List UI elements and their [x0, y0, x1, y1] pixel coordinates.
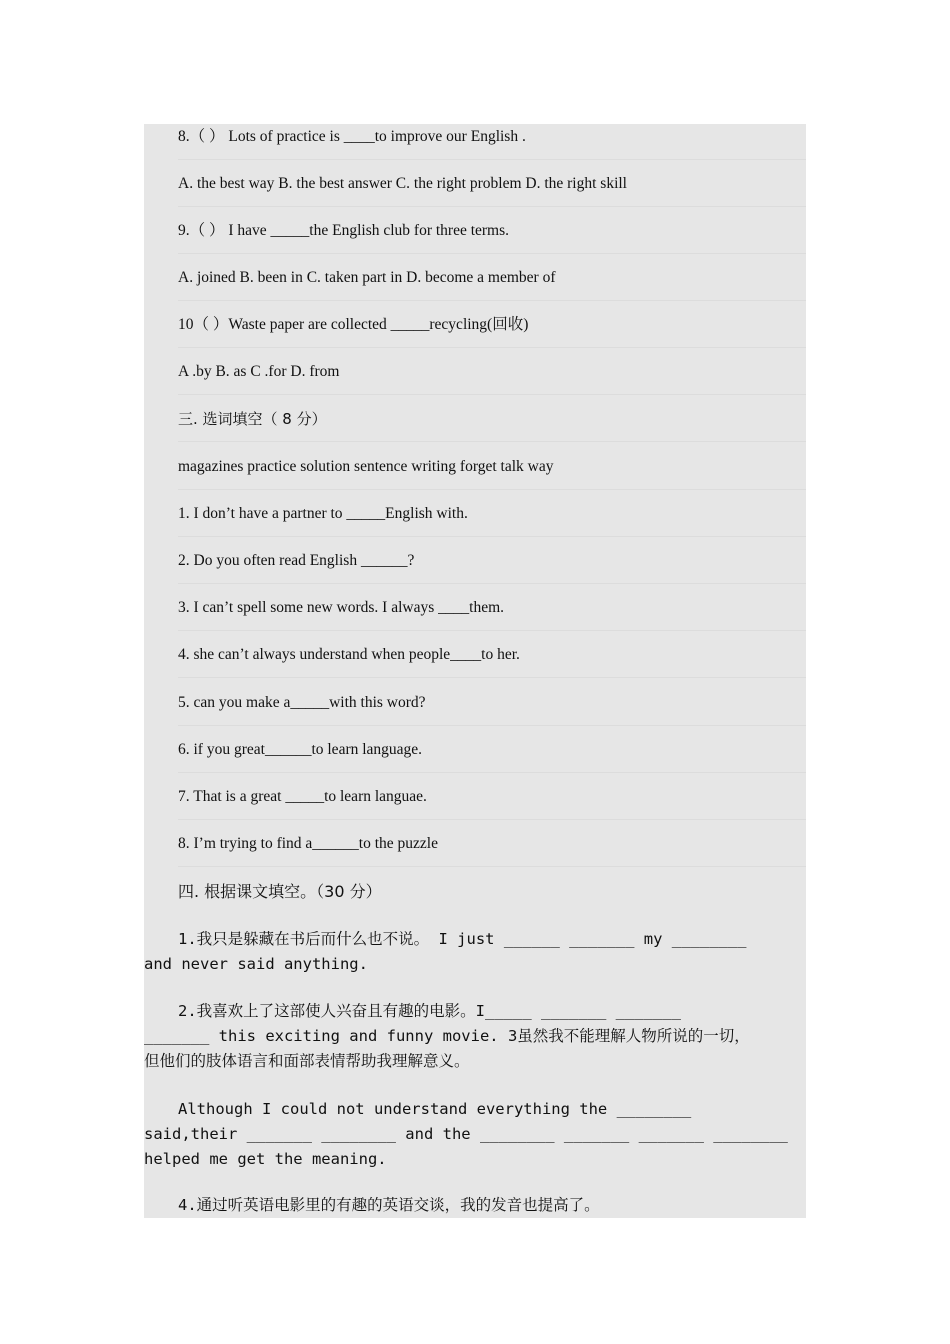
document-page	[144, 124, 806, 1218]
q3-line-3: helped me get the meaning.	[144, 1150, 387, 1168]
divider	[178, 583, 806, 584]
question-4-3	[144, 1097, 806, 1172]
divider	[178, 772, 806, 773]
divider	[178, 159, 806, 160]
q4-line-1: 4.通过听英语电影里的有趣的英语交谈，我的发音也提高了。	[178, 1196, 600, 1214]
fill-item-6: 6. if you great______to learn language.	[178, 741, 423, 758]
fill-item-1: 1. I don’t have a partner to _____English with.	[178, 505, 468, 522]
divider	[178, 347, 806, 348]
divider	[178, 253, 806, 254]
fill-item-5: 5. can you make a_____with this word?	[178, 694, 426, 711]
q1-line-2: and never said anything.	[144, 955, 368, 973]
divider	[178, 630, 806, 631]
divider	[178, 725, 806, 726]
fill-item-8: 8. I’m trying to find a______to the puzzle	[178, 835, 438, 852]
question-4-1	[144, 927, 806, 977]
word-bank: magazines practice solution sentence writing forget talk way	[178, 458, 554, 475]
question-8-stem: 8.（ ） Lots of practice is ____to improve our English .	[178, 128, 526, 145]
question-4-4	[144, 1193, 806, 1218]
question-10-options: A .by B. as C .for D. from	[178, 363, 340, 380]
divider	[178, 441, 806, 442]
divider	[178, 536, 806, 537]
fill-item-3: 3. I can’t spell some new words. I always ____them.	[178, 599, 505, 616]
question-8-options: A. the best way B. the best answer C. the right problem D. the right skill	[178, 175, 627, 192]
fill-item-4: 4. she can’t always understand when people____to her.	[178, 646, 520, 663]
divider	[178, 300, 806, 301]
question-4-2	[144, 999, 806, 1074]
question-9-options: A. joined B. been in C. taken part in D. become a member of	[178, 269, 556, 286]
q3-line-1: Although I could not understand everything the ________	[178, 1100, 692, 1118]
divider	[178, 677, 806, 678]
fill-item-7: 7. That is a great _____to learn languae.	[178, 788, 427, 805]
question-10-stem: 10（ ）Waste paper are collected _____recycling(回收)	[178, 316, 529, 333]
section-4-heading-block	[144, 879, 806, 904]
q2-line-3: 但他们的肢体语言和面部表情帮助我理解意义。	[144, 1052, 470, 1070]
q3-line-2: said,their _______ ________ and the ________ _______ _______ ________	[144, 1125, 788, 1143]
divider	[178, 866, 806, 867]
section-3-heading: 三. 选词填空（ 8 分）	[178, 410, 327, 428]
question-9-stem: 9.（ ） I have _____the English club for three terms.	[178, 222, 510, 239]
q1-line-1: 1.我只是躲藏在书后而什么也不说。 I just ______ _______ my ________	[178, 930, 747, 948]
divider	[178, 394, 806, 395]
divider	[178, 206, 806, 207]
q2-line-1: 2.我喜欢上了这部使人兴奋且有趣的电影。I_____ _______ _______	[178, 1002, 681, 1020]
divider	[178, 819, 806, 820]
fill-item-2: 2. Do you often read English ______?	[178, 552, 415, 569]
divider	[178, 489, 806, 490]
q2-line-2: _______ this exciting and funny movie. 3虽然我不能理解人物所说的一切，	[144, 1027, 750, 1045]
section-4-heading: 四. 根据课文填空。（30 分）	[178, 882, 382, 901]
